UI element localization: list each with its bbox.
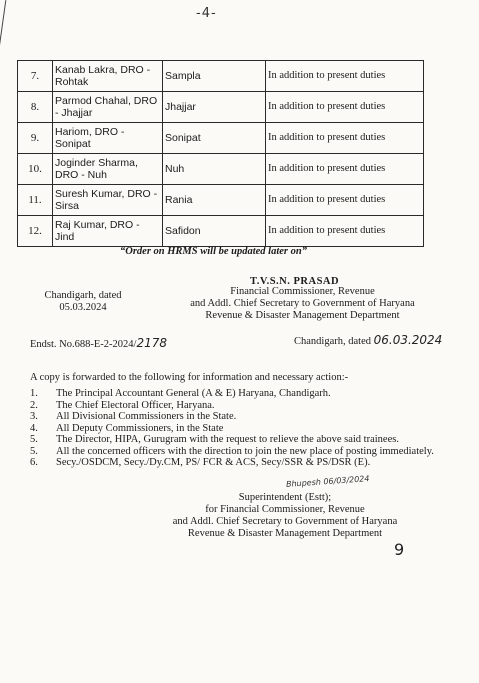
serial-number-cell: 11. bbox=[18, 185, 53, 216]
page-number: -4- bbox=[196, 6, 217, 21]
recipient-number: 5. bbox=[30, 445, 38, 457]
endorsement-label: Endst. No.688-E-2-2024/ bbox=[30, 339, 137, 350]
signatory-line-2: and Addl. Chief Secretary to Government of Haryana bbox=[190, 298, 415, 309]
recipient-item bbox=[30, 434, 460, 446]
handwritten-initials: Bhupesh 06/03/2024 bbox=[285, 474, 370, 489]
remarks-cell: In addition to present duties bbox=[266, 123, 424, 154]
recipient-item bbox=[30, 457, 460, 469]
remarks-cell: In addition to present duties bbox=[266, 216, 424, 247]
recipient-text: The Director, HIPA, Gurugram with the request to relieve the above said trainees. bbox=[56, 434, 399, 445]
recipient-number: 4. bbox=[30, 422, 38, 434]
table-row bbox=[18, 154, 424, 185]
serial-number-cell: 8. bbox=[18, 92, 53, 123]
recipient-item bbox=[30, 446, 460, 458]
recipient-number: 2. bbox=[30, 399, 38, 411]
handwritten-endorsement-number: 2178 bbox=[136, 336, 167, 350]
recipient-item bbox=[30, 388, 460, 400]
signatory-name: T.V.S.N. PRASAD bbox=[250, 276, 340, 287]
table-row bbox=[18, 61, 424, 92]
recipient-text: Secy./OSDCM, Secy./Dy.CM, PS/ FCR & ACS, Secy/SSR & PS/DSR (E). bbox=[56, 457, 371, 468]
recipient-text: The Principal Accountant General (A & E) Haryana, Chandigarh. bbox=[56, 388, 331, 399]
posting-place-cell: Rania bbox=[163, 185, 266, 216]
posting-place-cell: Nuh bbox=[163, 154, 266, 185]
recipient-text: The Chief Electoral Officer, Haryana. bbox=[56, 399, 215, 411]
recipient-item bbox=[30, 411, 460, 423]
handwritten-endorsement-date: 06.03.2024 bbox=[373, 333, 443, 347]
remarks-cell: In addition to present duties bbox=[266, 154, 424, 185]
copy-forward-intro: A copy is forwarded to the following for information and necessary action:- bbox=[30, 372, 349, 383]
endorsement-number bbox=[30, 336, 167, 350]
remarks-cell: In addition to present duties bbox=[266, 185, 424, 216]
cc-line-3: and Addl. Chief Secretary to Government of Haryana bbox=[172, 516, 398, 527]
endorsement-date bbox=[294, 333, 442, 347]
recipient-number: 3. bbox=[30, 411, 38, 422]
endorsement-date-label: Chandigarh, dated bbox=[294, 336, 371, 347]
remarks-cell: In addition to present duties bbox=[266, 61, 424, 92]
officer-name-cell: Joginder Sharma, DRO - Nuh bbox=[53, 154, 163, 185]
place-date-line-2: 05.03.2024 bbox=[59, 302, 107, 313]
officer-name-cell: Hariom, DRO - Sonipat bbox=[53, 123, 163, 154]
serial-number-cell: 9. bbox=[18, 123, 53, 154]
recipient-number: 5. bbox=[30, 434, 38, 445]
place-date bbox=[28, 290, 138, 314]
table-row bbox=[18, 216, 424, 247]
cc-line-1: Superintendent (Estt); bbox=[238, 492, 332, 503]
table-row bbox=[18, 123, 424, 154]
officer-name-cell: Parmod Chahal, DRO - Jhajjar bbox=[53, 92, 163, 123]
place-date-line-1: Chandigarh, dated bbox=[44, 290, 122, 301]
recipient-item bbox=[30, 400, 460, 412]
recipient-text: All Divisional Commissioners in the State. bbox=[56, 411, 237, 422]
margin-pen-stroke bbox=[0, 0, 6, 48]
recipient-item bbox=[30, 423, 460, 435]
signatory-designation bbox=[170, 286, 435, 322]
signatory-line-1: Financial Commissioner, Revenue bbox=[230, 286, 375, 297]
recipient-text: All the concerned officers with the direction to join the new place of posting immediately. bbox=[56, 445, 434, 457]
recipient-number: 1. bbox=[30, 388, 38, 399]
officer-name-cell: Suresh Kumar, DRO - Sirsa bbox=[53, 185, 163, 216]
posting-place-cell: Jhajjar bbox=[163, 92, 266, 123]
serial-number-cell: 7. bbox=[18, 61, 53, 92]
serial-number-cell: 12. bbox=[18, 216, 53, 247]
posting-place-cell: Sampla bbox=[163, 61, 266, 92]
signatory-line-3: Revenue & Disaster Management Department bbox=[205, 310, 400, 321]
handwritten-tick-mark: 9 bbox=[394, 540, 405, 559]
recipient-number: 6. bbox=[30, 457, 38, 468]
officer-name-cell: Kanab Lakra, DRO - Rohtak bbox=[53, 61, 163, 92]
recipient-text: All Deputy Commissioners, in the State bbox=[56, 422, 224, 434]
order-note: “Order on HRMS will be updated later on” bbox=[120, 246, 307, 257]
superintendent-block bbox=[150, 492, 420, 540]
posting-place-cell: Sonipat bbox=[163, 123, 266, 154]
remarks-cell: In addition to present duties bbox=[266, 92, 424, 123]
posting-place-cell: Safidon bbox=[163, 216, 266, 247]
posting-table bbox=[17, 60, 424, 247]
cc-line-4: Revenue & Disaster Management Department bbox=[187, 528, 383, 539]
recipient-list bbox=[30, 388, 460, 469]
table-row bbox=[18, 185, 424, 216]
serial-number-cell: 10. bbox=[18, 154, 53, 185]
cc-line-2: for Financial Commissioner, Revenue bbox=[205, 504, 365, 515]
officer-name-cell: Raj Kumar, DRO - Jind bbox=[53, 216, 163, 247]
table-row bbox=[18, 92, 424, 123]
